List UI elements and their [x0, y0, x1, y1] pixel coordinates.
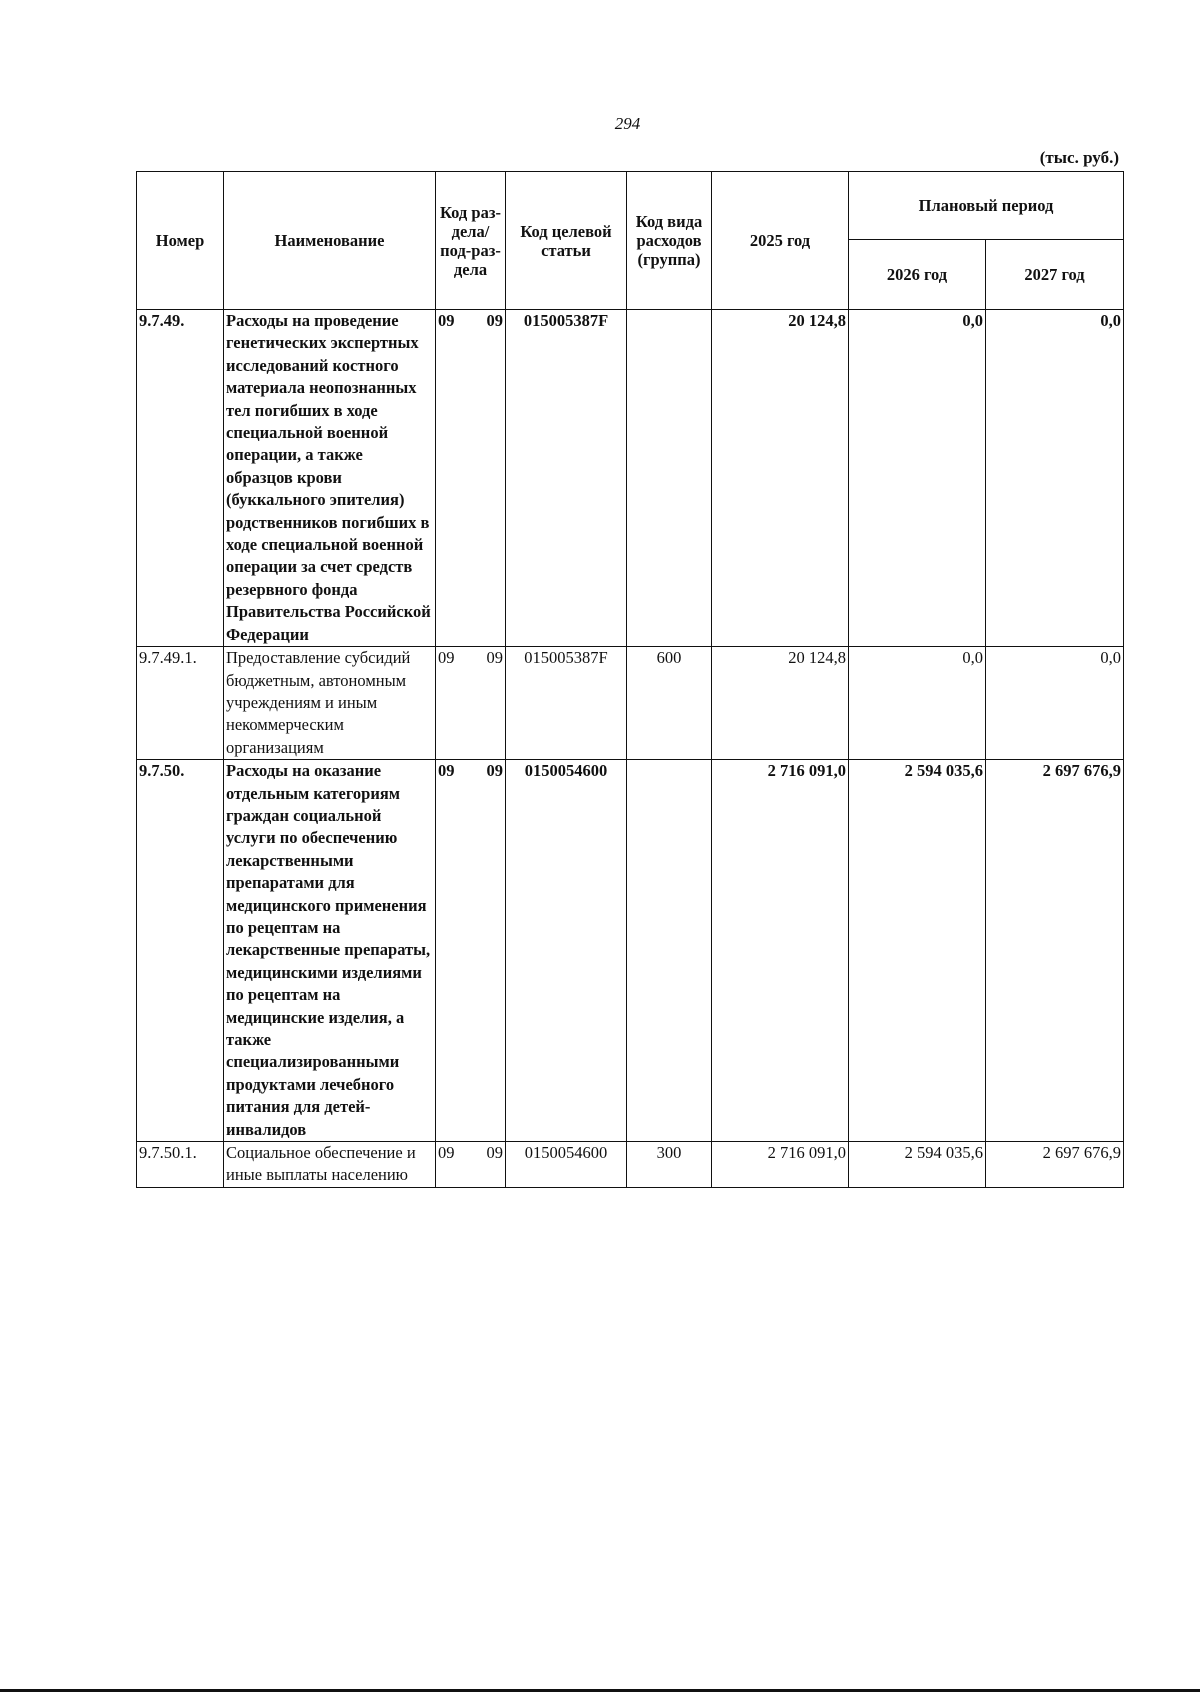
- row-target-code: 0150054600: [506, 1142, 627, 1188]
- row-subsection: 09: [486, 1143, 503, 1163]
- table-row: [137, 760, 1124, 1142]
- table-row: [137, 647, 1124, 760]
- row-section-code: [436, 647, 506, 760]
- row-target-code: 015005387F: [506, 310, 627, 647]
- budget-table: [136, 171, 1124, 1188]
- header-section-code: Код раз-дела/ под-раз-дела: [436, 172, 506, 310]
- table-row: [137, 1142, 1124, 1188]
- row-amount-2027: 0,0: [986, 647, 1124, 760]
- row-number: 9.7.49.1.: [137, 647, 224, 760]
- row-amount-2025: 2 716 091,0: [712, 1142, 849, 1188]
- header-expense-kind: Код вида расходов (группа): [627, 172, 712, 310]
- row-expense-kind: 300: [627, 1142, 712, 1188]
- row-name: Социальное обеспечение и иные выплаты населению: [224, 1142, 436, 1188]
- page-number: 294: [614, 114, 641, 133]
- row-section-code: [436, 310, 506, 647]
- row-name: Расходы на проведение генетических экспертных исследований костного материала неопознанных тел погибших в ходе специальной военной операции, а также образцов крови (буккального эпителия) родственников погибших в ходе специальной военной операции за счет средств резервного фонда Правительства Российской Федерации: [224, 310, 436, 647]
- units-label: (тыс. руб.): [1039, 148, 1119, 167]
- header-year-2026: 2026 год: [849, 240, 986, 310]
- row-amount-2026: 2 594 035,6: [849, 1142, 986, 1188]
- row-subsection: 09: [486, 761, 503, 781]
- header-year-2027: 2027 год: [986, 240, 1124, 310]
- row-amount-2025: 2 716 091,0: [712, 760, 849, 1142]
- row-amount-2026: 0,0: [849, 310, 986, 647]
- table-row: [137, 310, 1124, 647]
- row-amount-2026: 2 594 035,6: [849, 760, 986, 1142]
- row-amount-2027: 2 697 676,9: [986, 1142, 1124, 1188]
- row-amount-2026: 0,0: [849, 647, 986, 760]
- row-amount-2027: 2 697 676,9: [986, 760, 1124, 1142]
- header-year-2025: 2025 год: [712, 172, 849, 310]
- row-subsection: 09: [486, 311, 503, 330]
- row-amount-2027: 0,0: [986, 310, 1124, 647]
- row-expense-kind: 600: [627, 647, 712, 760]
- header-planned-period: Плановый период: [849, 172, 1124, 240]
- row-number: 9.7.50.1.: [137, 1142, 224, 1188]
- header-number: Номер: [137, 172, 224, 310]
- header-name: Наименование: [224, 172, 436, 310]
- row-number: 9.7.49.: [137, 310, 224, 647]
- row-section-code: [436, 1142, 506, 1188]
- row-name: Расходы на оказание отдельным категориям граждан социальной услуги по обеспечению лекарственными препаратами для медицинского применения по рецептам на лекарственные препараты, медицинскими изделиями по рецептам на медицинские изделия, а также специализированными продуктами лечебного питания для детей-инвалидов: [224, 760, 436, 1142]
- row-target-code: 015005387F: [506, 647, 627, 760]
- row-amount-2025: 20 124,8: [712, 647, 849, 760]
- row-expense-kind: [627, 760, 712, 1142]
- row-section: 09: [438, 648, 455, 668]
- row-section: 09: [438, 311, 455, 330]
- row-subsection: 09: [486, 648, 503, 668]
- row-expense-kind: [627, 310, 712, 647]
- row-target-code: 0150054600: [506, 760, 627, 1142]
- row-amount-2025: 20 124,8: [712, 310, 849, 647]
- table-header-row: [137, 172, 1124, 240]
- page-bottom-border: [0, 1689, 1200, 1692]
- header-target-code: Код целевой статьи: [506, 172, 627, 310]
- row-name: Предоставление субсидий бюджетным, автономным учреждениям и иным некоммерческим организациям: [224, 647, 436, 760]
- row-section: 09: [438, 1143, 455, 1163]
- row-number: 9.7.50.: [137, 760, 224, 1142]
- row-section-code: [436, 760, 506, 1142]
- row-section: 09: [438, 761, 455, 781]
